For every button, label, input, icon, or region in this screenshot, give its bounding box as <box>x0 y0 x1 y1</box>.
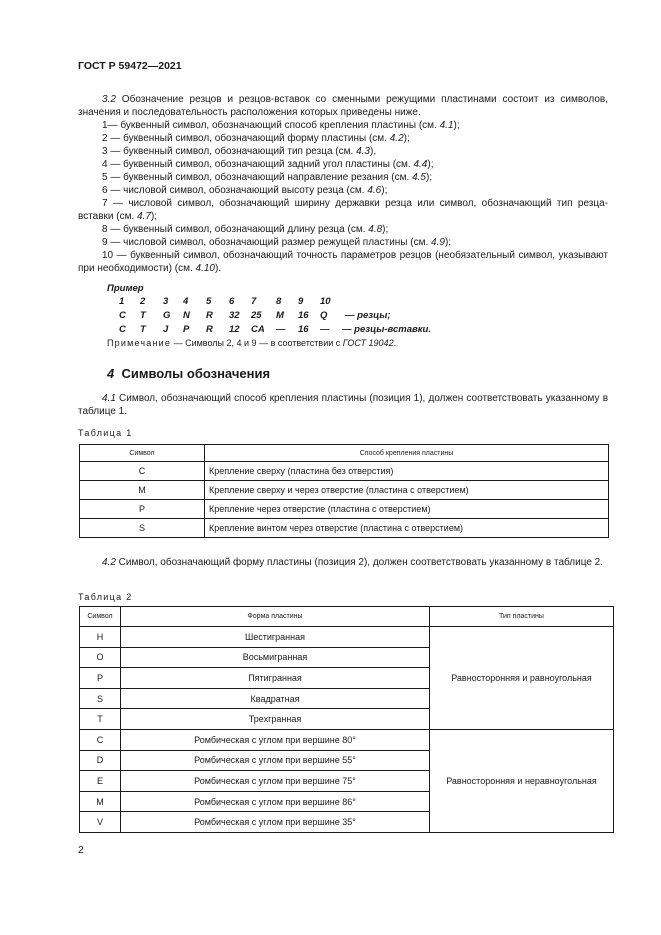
table-row: D Ромбическая с углом при вершине 55° <box>80 750 614 771</box>
example-symbol: 8 <box>276 296 282 307</box>
list-item: 7 — числовой символ, обозначающий ширину державки резца или символ, обозначающий тип резца-вставки (см. 4.7); <box>78 198 608 223</box>
page-number: 2 <box>78 844 84 856</box>
example-symbol: 32 <box>229 310 240 321</box>
table-row: M Ромбическая с углом при вершине 86° <box>80 791 614 812</box>
example-symbol: 10 <box>320 296 331 307</box>
example-symbol: T <box>140 324 146 335</box>
example-symbol: CA <box>251 324 265 335</box>
example-position-numbers <box>0 296 661 309</box>
table-caption: Таблица 2 <box>78 592 133 602</box>
example-symbol: J <box>163 324 169 335</box>
example-symbol: 2 <box>140 296 146 307</box>
example-symbol: — <box>276 324 286 335</box>
example-symbol: T <box>140 310 146 321</box>
example-symbol: 7 <box>251 296 257 307</box>
section-heading: 4 Символы обозначения <box>107 366 271 381</box>
list-item: 1— буквенный символ, обозначающий способ крепления пластины (см. 4.1); <box>102 120 460 131</box>
table-header: Форма пластины <box>121 607 430 627</box>
table-row: C Крепление сверху (пластина без отверстия) <box>80 462 609 481</box>
example-suffix: — резцы-вставки. <box>342 324 431 335</box>
example-cutter-designation <box>0 310 661 323</box>
list-item: 4 — буквенный символ, обозначающий задний угол пластины (см. 4.4); <box>102 159 434 170</box>
example-symbol: 12 <box>229 324 240 335</box>
note: Примечание — Символы 2, 4 и 9 — в соответствии с ГОСТ 19042. <box>107 338 397 348</box>
list-item: 8 — буквенный символ, обозначающий длину резца (см. 4.8); <box>102 224 389 235</box>
table-row: V Ромбическая с углом при вершине 35° <box>80 812 614 833</box>
example-symbol: R <box>206 324 213 335</box>
table-caption: Таблица 1 <box>78 428 133 438</box>
example-symbol: 16 <box>298 310 309 321</box>
list-item: 5 — буквенный символ, обозначающий направление резания (см. 4.5); <box>102 172 433 183</box>
table-2 <box>79 606 614 833</box>
table-row: M Крепление сверху и через отверстие (пластина с отверстием) <box>80 481 609 500</box>
list-item: 10 — буквенный символ, обозначающий точность параметров резцов (необязательный символ, указывают при необходимости) (см. 4.10). <box>78 250 608 275</box>
example-symbol: R <box>206 310 213 321</box>
example-symbol: N <box>183 310 190 321</box>
example-symbol: 6 <box>229 296 235 307</box>
example-symbol: P <box>183 324 190 335</box>
example-symbol: 1 <box>119 296 125 307</box>
list-item: 6 — числовой символ, обозначающий высоту резца (см. 4.6); <box>102 185 388 196</box>
paragraph-3-2: 3.2 Обозначение резцов и резцов-вставок со сменными режущими пластинами состоит из символов, значения и последовательность расположения которых приведены ниже. <box>78 94 608 119</box>
example-label: Пример <box>107 283 144 294</box>
plate-type-group-1: Равносторонняя и равноугольная <box>430 627 614 730</box>
clause-number: 3.2 <box>102 94 116 105</box>
table-header: Способ крепления пластины <box>205 445 609 462</box>
example-symbol: Q <box>320 310 328 321</box>
list-item: 9 — числовой символ, обозначающий размер режущей пластины (см. 4.9); <box>102 237 452 248</box>
list-item: 2 — буквенный символ, обозначающий форму пластины (см. 4.2); <box>102 133 410 144</box>
table-row: E Ромбическая с углом при вершине 75° <box>80 771 614 792</box>
example-symbol: 9 <box>298 296 304 307</box>
example-symbol: M <box>276 310 284 321</box>
table-row: S Крепление винтом через отверстие (пластина с отверстием) <box>80 519 609 538</box>
example-symbol: — <box>320 324 330 335</box>
table-row: T Трехгранная <box>80 709 614 730</box>
example-symbol: 3 <box>163 296 169 307</box>
table-header: Символ <box>80 607 121 627</box>
example-symbol: G <box>163 310 171 321</box>
example-symbol: C <box>119 324 126 335</box>
table-1 <box>79 444 609 538</box>
table-row: P Пятигранная <box>80 668 614 689</box>
example-symbol: 16 <box>298 324 309 335</box>
table-header: Символ <box>80 445 205 462</box>
plate-type-group-2: Равносторонняя и неравноугольная <box>430 729 614 832</box>
example-suffix: — резцы; <box>345 310 391 321</box>
table-row: P Крепление через отверстие (пластина с отверстием) <box>80 500 609 519</box>
table-header: Тип пластины <box>430 607 614 627</box>
example-symbol: 5 <box>206 296 212 307</box>
table-row: O Восьмигранная <box>80 647 614 668</box>
table-row: S Квадратная <box>80 688 614 709</box>
paragraph-4-1: 4.1 Символ, обозначающий способ крепления пластины (позиция 1), должен соответствовать указанному в таблице 1. <box>78 393 608 418</box>
document-header: ГОСТ Р 59472—2021 <box>78 60 182 72</box>
example-insert-designation <box>0 324 661 337</box>
list-item: 3 — буквенный символ, обозначающий тип резца (см. 4.3), <box>102 146 377 157</box>
paragraph-4-2: 4.2 Символ, обозначающий форму пластины (позиция 2), должен соответствовать указанному в таблице 2. <box>102 557 604 568</box>
example-symbol: 25 <box>251 310 262 321</box>
table-row: H Шестигранная Равносторонняя и равноугольная <box>80 627 614 648</box>
table-row: C Ромбическая с углом при вершине 80° Равносторонняя и неравноугольная <box>80 729 614 750</box>
example-symbol: 4 <box>183 296 189 307</box>
example-symbol: C <box>119 310 126 321</box>
